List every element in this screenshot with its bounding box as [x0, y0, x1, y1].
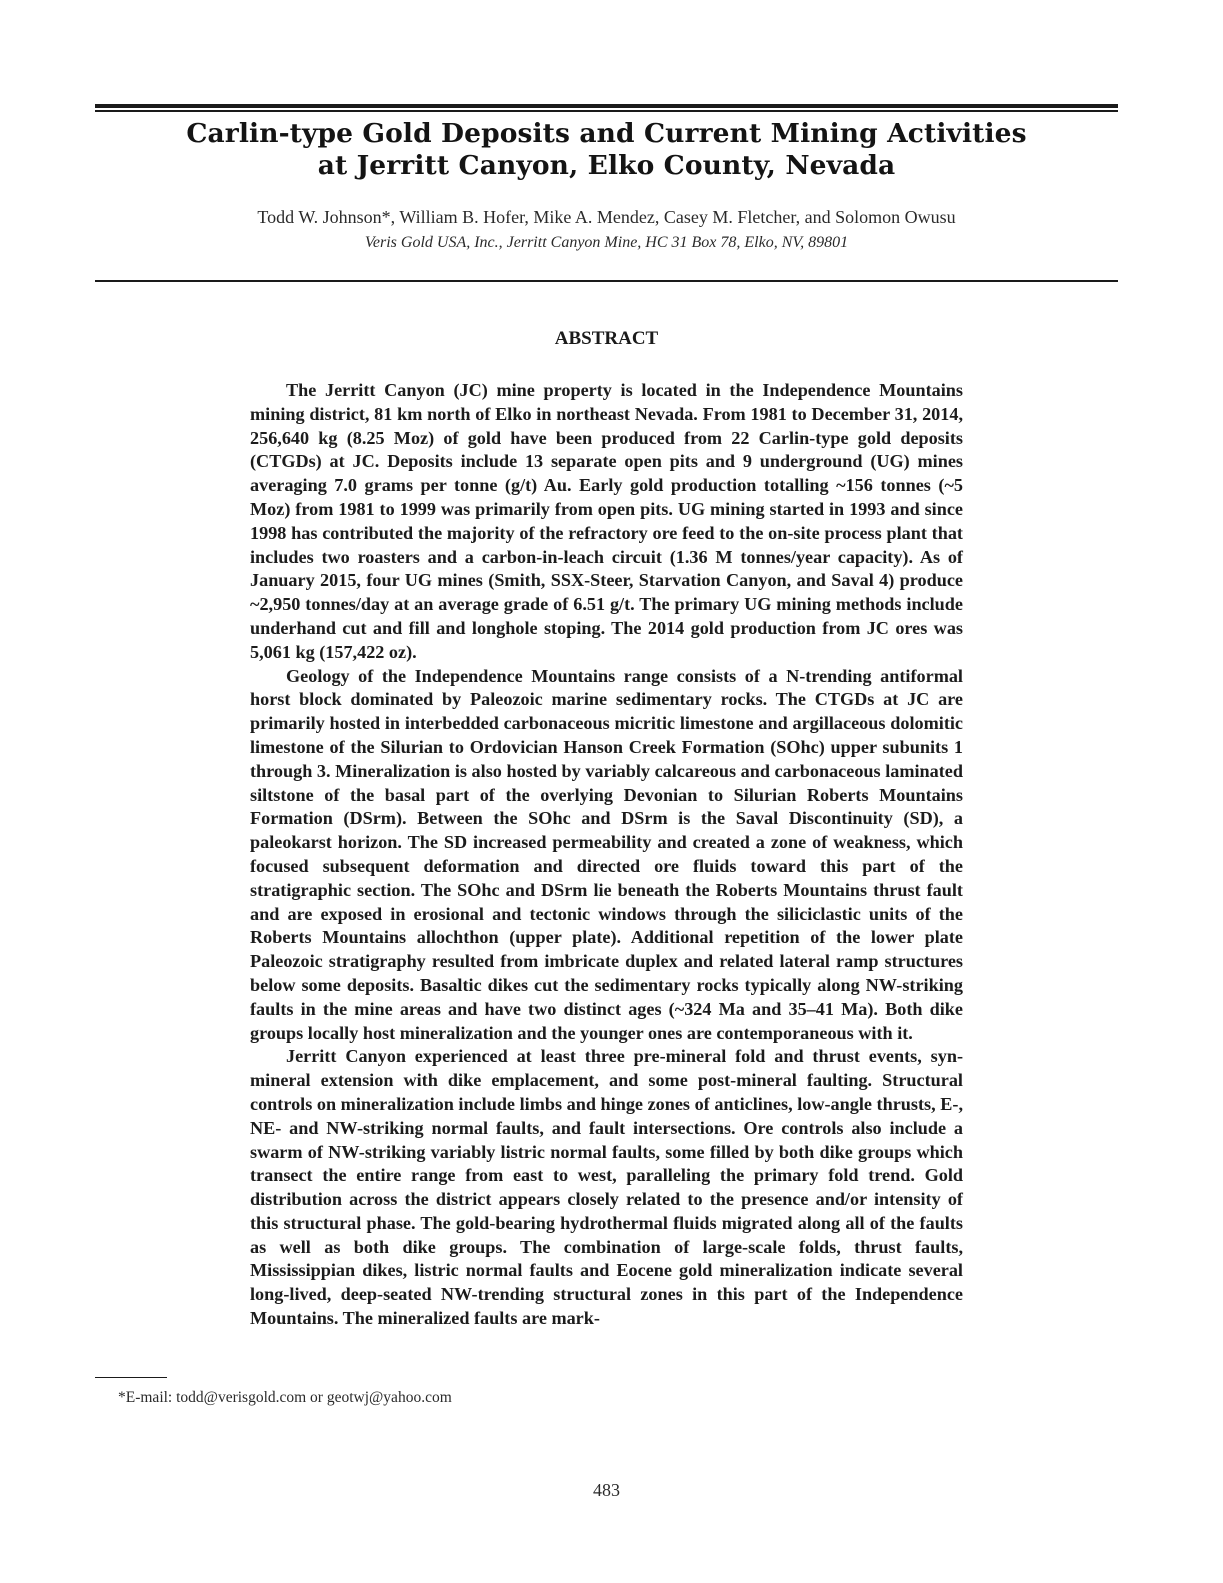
footnote-email: *E-mail: todd@verisgold.com or geotwj@yahoo.com: [118, 1389, 452, 1406]
page-number: 483: [593, 1480, 620, 1500]
abstract-paragraph-3: Jerritt Canyon experienced at least three pre-mineral fold and thrust events, synmineral extension with dike emplacement, and some post-mineral faulting. Structural controls on mineralization include limbs and hinge zones of anticlines, low-angle thrusts, E-, NE- and NW-striking normal faults, and fault intersections. Ore controls also include a swarm of NW-striking variably listric normal faults, some filled by both dike groups which transect the entire range from east to west, paralleling the primary fold trend. Gold distribution across the district appears closely related to the presence and/or intensity of this structural phase. The gold-bearing hydrothermal fluids migrated along all of the faults as well as both dike groups. The combination of large-scale folds, thrust faults, Mississippian dikes, listric normal faults and Eocene gold mineralization indicate several long-lived, deep-seated NW-trending structural zones in this part of the Independence Mountains. The mineralized faults are mark-: [250, 1046, 963, 1329]
paper-title: [95, 118, 1118, 182]
paper-title-line-1: Carlin-type Gold Deposits and Current Mining Activities: [186, 118, 1027, 149]
abstract-paragraph-1: The Jerritt Canyon (JC) mine property is located in the Independence Mountains mining district, 81 km north of Elko in northeast Nevada. From 1981 to December 31, 2014, 256,640 kg (8.25 Moz) of gold have been produced from 22 Carlin-type gold deposits (CTGDs) at JC. Deposits include 13 separate open pits and 9 underground (UG) mines averaging 7.0 grams per tonne (g/t) Au. Early gold production totalling ~156 tonnes (~5 Moz) from 1981 to 1999 was primarily from open pits. UG mining started in 1993 and since 1998 has contributed the majority of the refractory ore feed to the on-site process plant that includes two roasters and a carbon-in-leach circuit (1.36 M tonnes/year capacity). As of January 2015, four UG mines (Smith, SSX-Steer, Starvation Canyon, and Saval 4) produce ~2,950 tonnes/day at an average grade of 6.51 g/t. The primary UG mining methods include underhand cut and fill and longhole stoping. The 2014 gold production from JC ores was 5,061 kg (157,422 oz).: [250, 380, 963, 662]
header-rule-thick: [95, 104, 1118, 108]
author-list: Todd W. Johnson*, William B. Hofer, Mike A. Mendez, Casey M. Fletcher, and Solomon Owusu: [257, 207, 956, 227]
abstract-body: [250, 379, 963, 1331]
header-rule-bottom: [95, 280, 1118, 282]
abstract-paragraph-2: Geology of the Independence Mountains range consists of a N-trending antiformal horst block dominated by Paleozoic marine sedimentary rocks. The CTGDs at JC are primarily hosted in interbedded carbonaceous micritic limestone and argillaceous dolomitic limestone of the Silurian to Ordovician Hanson Creek Formation (SOhc) upper subunits 1 through 3. Mineralization is also hosted by variably calcareous and carbonaceous laminated siltstone of the basal part of the overlying Devonian to Silurian Roberts Mountains Formation (DSrm). Between the SOhc and DSrm is the Saval Discontinuity (SD), a paleokarst horizon. The SD increased permeability and created a zone of weakness, which focused subsequent deformation and directed ore fluids toward this part of the stratigraphic section. The SOhc and DSrm lie beneath the Roberts Mountains thrust fault and are exposed in erosional and tectonic windows through the siliciclastic units of the Roberts Mountains allochthon (upper plate). Additional repetition of the lower plate Paleozoic stratigraphy resulted from imbricate duplex and related lateral ramp structures below some deposits. Basaltic dikes cut the sedimentary rocks typically along NW-striking faults in the mine areas and have two distinct ages (~324 Ma and 35–41 Ma). Both dike groups locally host mineralization and the younger ones are contemporaneous with it.: [250, 665, 963, 1043]
abstract-heading: ABSTRACT: [554, 328, 659, 349]
header-rule-thin: [95, 110, 1118, 112]
paper-title-line-2: at Jerritt Canyon, Elko County, Nevada: [317, 150, 896, 181]
footnote-rule: [95, 1377, 167, 1378]
author-affiliation: Veris Gold USA, Inc., Jerritt Canyon Mine, HC 31 Box 78, Elko, NV, 89801: [364, 234, 849, 251]
